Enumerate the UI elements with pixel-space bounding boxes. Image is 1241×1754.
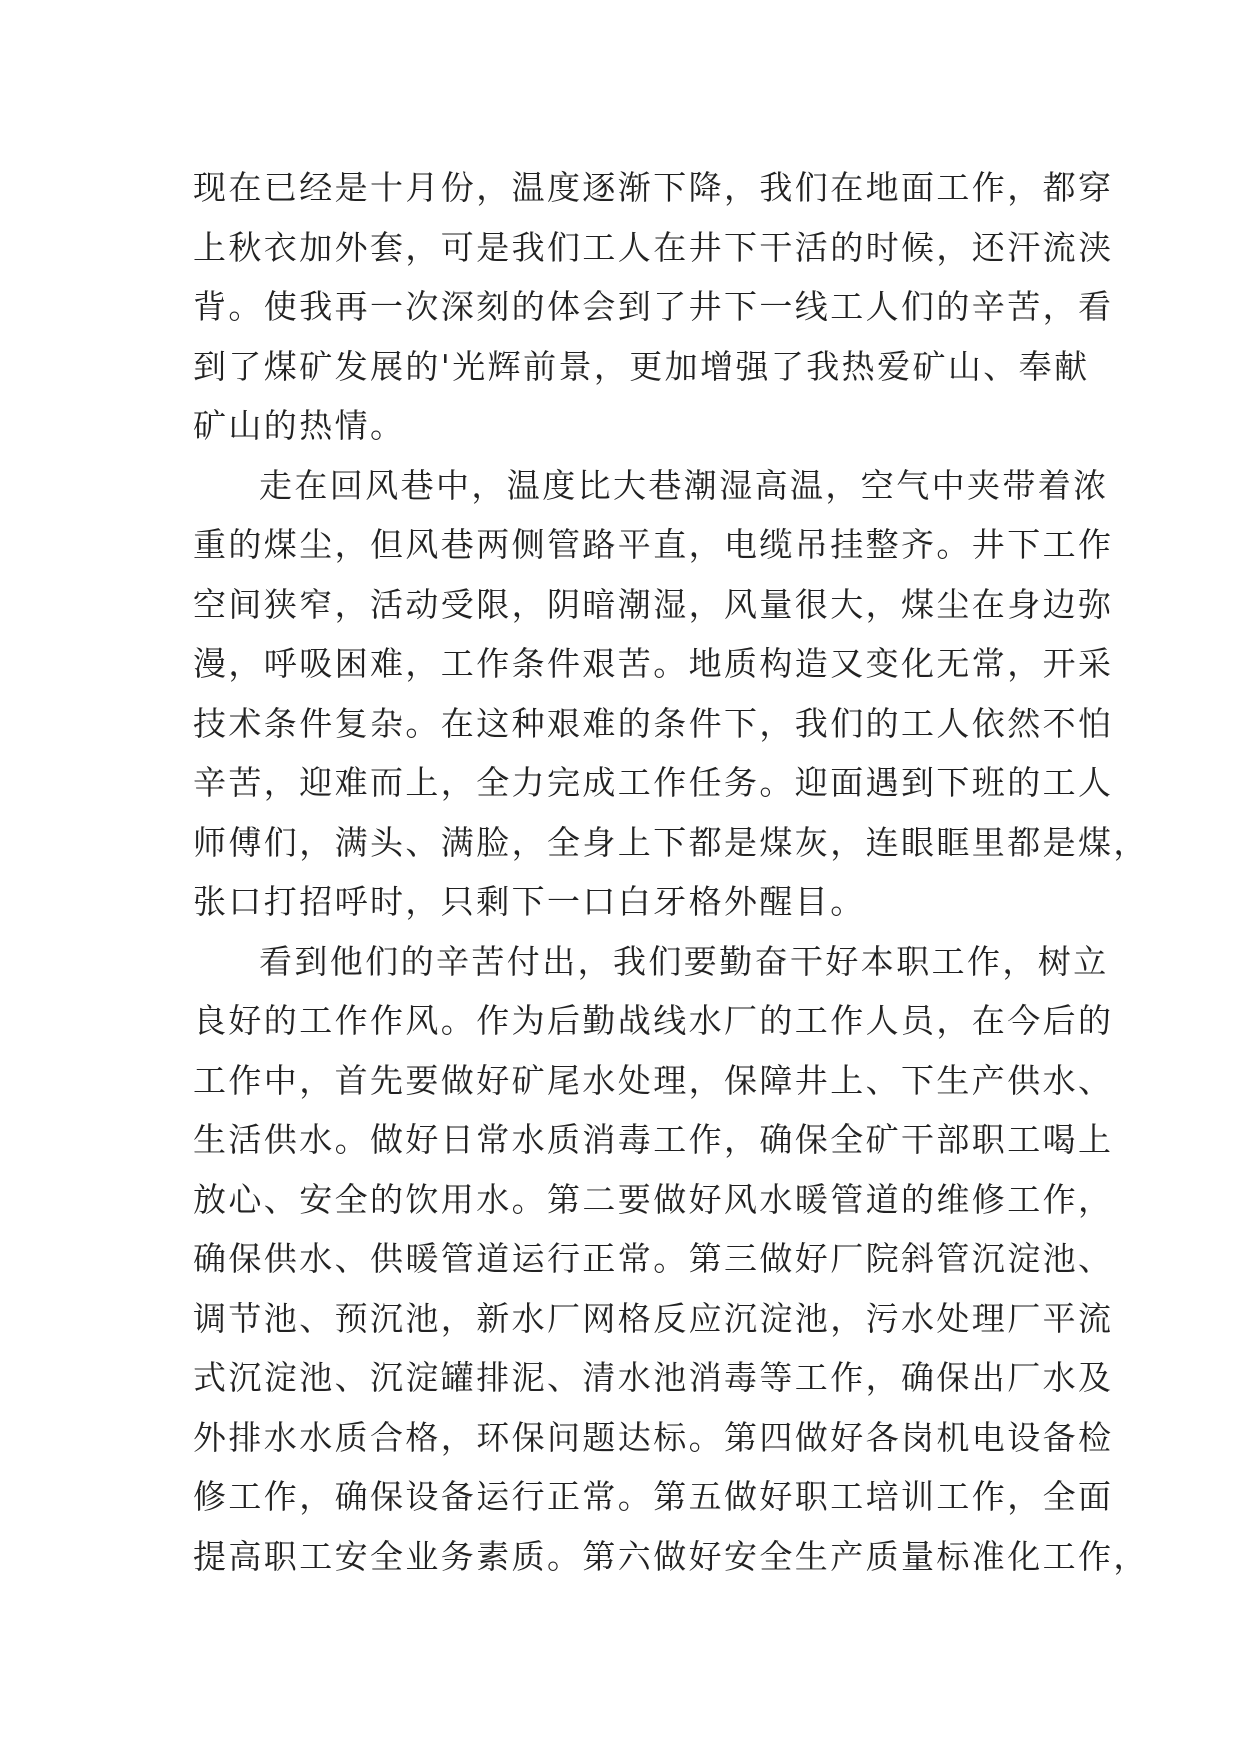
text-line: 修工作，确保设备运行正常。第五做好职工培训工作，全面 — [193, 1477, 1114, 1516]
text-line: 良好的工作作风。作为后勤战线水厂的工作人员，在今后的 — [193, 1001, 1114, 1040]
text-line: 式沉淀池、沉淀罐排泥、清水池消毒等工作，确保出厂水及 — [193, 1358, 1114, 1397]
body-text — [193, 158, 1149, 1586]
text-line: 生活供水。做好日常水质消毒工作，确保全矿干部职工喝上 — [193, 1120, 1114, 1159]
text-line: 空间狭窄，活动受限，阴暗潮湿，风量很大，煤尘在身边弥 — [193, 584, 1114, 624]
text-line: 技术条件复杂。在这种艰难的条件下，我们的工人依然不怕 — [193, 703, 1114, 743]
text-line: 张口打招呼时，只剩下一口白牙格外醒目。 — [193, 882, 866, 921]
text-line: 重的煤尘，但风巷两侧管路平直，电缆吊挂整齐。井下工作 — [193, 525, 1114, 564]
text-line: 确保供水、供暖管道运行正常。第三做好厂院斜管沉淀池、 — [193, 1239, 1114, 1278]
text-line: 矿山的热情。 — [193, 406, 406, 445]
text-line: 辛苦，迎难而上，全力完成工作任务。迎面遇到下班的工人 — [193, 763, 1114, 802]
text-line: 外排水水质合格，环保问题达标。第四做好各岗机电设备检 — [193, 1417, 1114, 1457]
text-line: 上秋衣加外套，可是我们工人在井下干活的时候，还汗流浃 — [193, 227, 1114, 267]
text-line: 工作中，首先要做好矿尾水处理，保障井上、下生产供水、 — [193, 1060, 1114, 1100]
text-line: 漫，呼吸困难，工作条件艰苦。地质构造又变化无常，开采 — [193, 644, 1114, 683]
text-line: 调节池、预沉池，新水厂网格反应沉淀池，污水处理厂平流 — [193, 1298, 1114, 1338]
paragraph-first-line: 走在回风巷中，温度比大巷潮湿高温，空气中夹带着浓 — [259, 465, 1109, 505]
text-line: 放心、安全的饮用水。第二要做好风水暖管道的维修工作， — [193, 1179, 1114, 1219]
text-line: 师傅们，满头、满脸，全身上下都是煤灰，连眼眶里都是煤， — [193, 822, 1149, 862]
text-line: 现在已经是十月份，温度逐渐下降，我们在地面工作，都穿 — [193, 168, 1114, 207]
text-line: 提高职工安全业务素质。第六做好安全生产质量标准化工作， — [193, 1536, 1149, 1576]
text-line: 到了煤矿发展的'光辉前景，更加增强了我热爱矿山、奉献 — [193, 346, 1090, 386]
paragraph-first-line: 看到他们的辛苦付出，我们要勤奋干好本职工作，树立 — [259, 941, 1109, 981]
text-line: 背。使我再一次深刻的体会到了井下一线工人们的辛苦，看 — [193, 287, 1114, 326]
